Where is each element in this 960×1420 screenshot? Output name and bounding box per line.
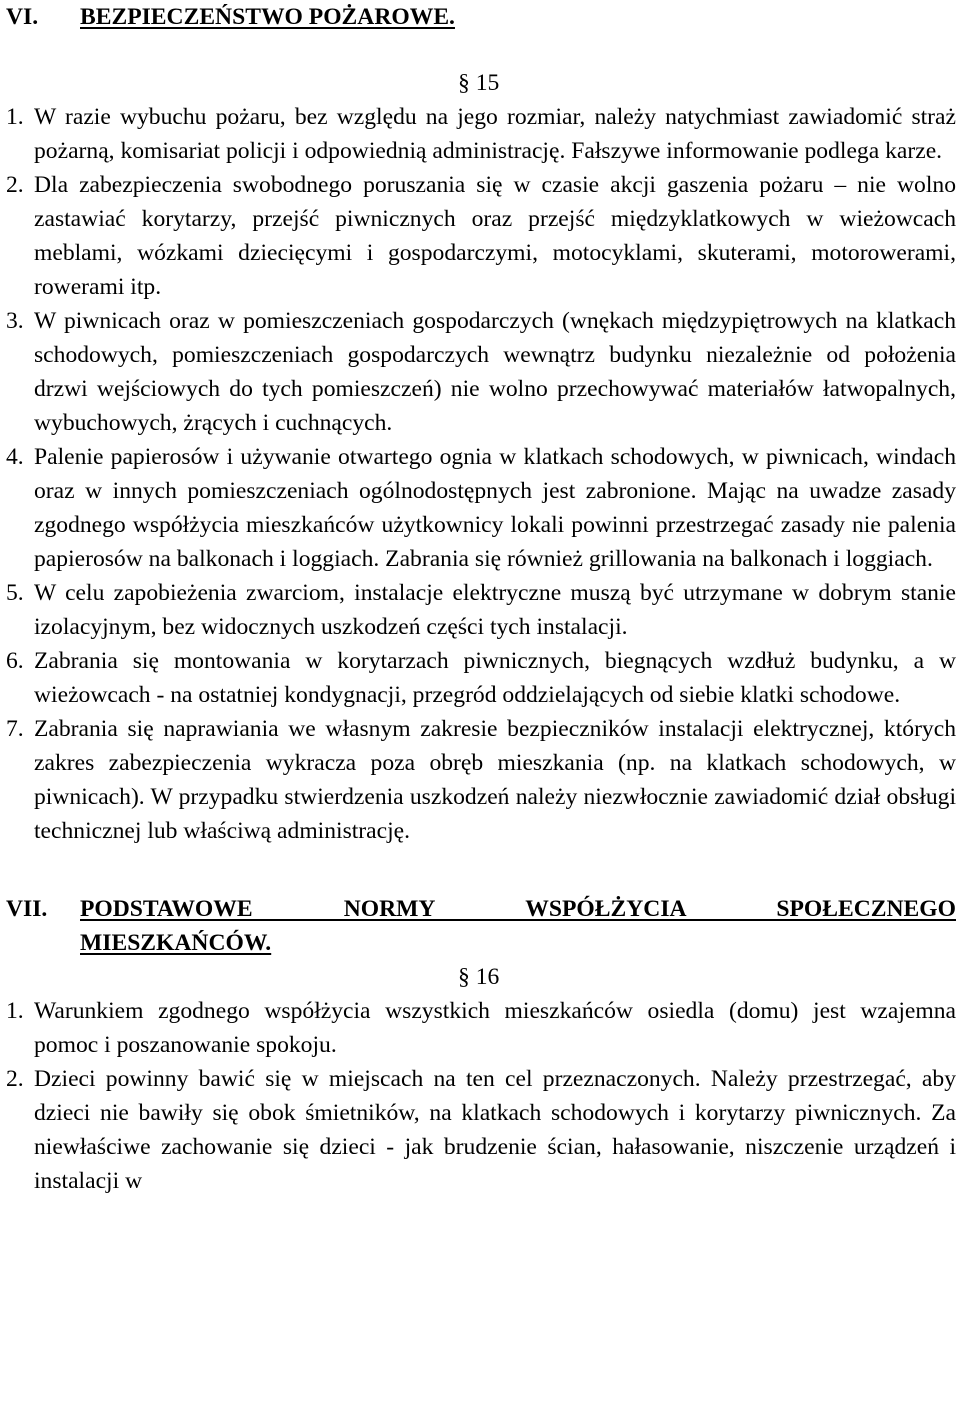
section-number: VII. [6, 896, 48, 922]
section-title: BEZPIECZEŃSTWO POŻAROWE. [80, 4, 455, 30]
paragraph-mark [0, 66, 960, 100]
list-item [0, 440, 960, 576]
list-item [0, 1062, 960, 1198]
list-item-number: 1. [6, 104, 24, 130]
list-item-number: 6. [6, 648, 24, 674]
list-item-number: 2. [6, 172, 24, 198]
section-spacer [0, 848, 960, 892]
list-item-number: 2. [6, 1066, 24, 1092]
list-item-text: Warunkiem zgodnego współżycia wszystkich mieszkańców osiedla (domu) jest wzajemna pomoc i poszanowanie spokoju. [34, 998, 956, 1058]
list-item-text: W piwnicach oraz w pomieszczeniach gospodarczych (wnękach międzypiętrowych na klatkach schodowych, pomieszczeniach gospodarczych wewnątrz budynku niezależnie od położenia drzwi wejściowych do tych pomieszczeń) nie wolno przechowywać materiałów łatwopalnych, wybuchowych, żrących i cuchnących. [34, 308, 956, 436]
list-item-number: 4. [6, 444, 24, 470]
list-item-text: Palenie papierosów i używanie otwartego ognia w klatkach schodowych, w piwnicach, windach oraz w innych pomieszczeniach ogólnodostępnych jest zabronione. Mając na uwadze zasady zgodnego współżycia mieszkańców użytkownicy lokali powinni przestrzegać zasady nie palenia papierosów na balkonach i loggiach. Zabrania się również grillowania na balkonach i loggiach. [34, 444, 956, 572]
section-title-line: MIESZKAŃCÓW. [80, 930, 272, 956]
list-item [0, 644, 960, 712]
section-number: VI. [6, 4, 39, 30]
section-title-line: PODSTAWOWE NORMY WSPÓŁŻYCIA SPOŁECZNEGO [80, 896, 956, 922]
list-item [0, 576, 960, 644]
list-item-text: W celu zapobieżenia zwarciom, instalacje elektryczne muszą być utrzymane w dobrym stanie izolacyjnym, bez widocznych uszkodzeń części tych instalacji. [34, 580, 956, 640]
section-title [80, 892, 956, 960]
list-item-text: Dla zabezpieczenia swobodnego poruszania się w czasie akcji gaszenia pożaru – nie wolno zastawiać korytarzy, przejść piwnicznych oraz przejść międzyklatkowych w wieżowcach meblami, wózkami dziecięcymi i gospodarczymi, motocyklami, skuterami, motorowerami, rowerami itp. [34, 172, 956, 300]
list-item-text: W razie wybuchu pożaru, bez względu na jego rozmiar, należy natychmiast zawiadomić straż pożarną, komisariat policji i odpowiednią administrację. Fałszywe informowanie podlega karze. [34, 104, 956, 164]
list-item [0, 168, 960, 304]
paragraph-mark [0, 960, 960, 994]
paragraph-mark-text: § 16 [458, 964, 500, 990]
list-item-number: 1. [6, 998, 24, 1024]
list-item-number: 3. [6, 308, 24, 334]
list-item [0, 712, 960, 848]
list-item [0, 304, 960, 440]
list-item-text: Zabrania się montowania w korytarzach piwnicznych, biegnących wzdłuż budynku, a w wieżowcach - na ostatniej kondygnacji, przegród oddzielających od siebie klatki schodowe. [34, 648, 956, 708]
list-item-number: 5. [6, 580, 24, 606]
list-item [0, 994, 960, 1062]
list-item-text: Zabrania się naprawiania we własnym zakresie bezpieczników instalacji elektrycznej, których zakres zabezpieczenia wykracza poza obręb mieszkania (np. na klatkach schodowych, w piwnicach). W przypadku stwierdzenia uszkodzeń należy niezwłocznie zawiadomić dział obsługi technicznej lub właściwą administrację. [34, 716, 956, 844]
list-item [0, 100, 960, 168]
section-heading-vii [0, 892, 960, 960]
list-item-number: 7. [6, 716, 24, 742]
paragraph-mark-text: § 15 [458, 70, 500, 96]
section-heading-vi [0, 0, 960, 34]
list-item-text: Dzieci powinny bawić się w miejscach na ten cel przeznaczonych. Należy przestrzegać, aby dzieci nie bawiły się obok śmietników, na klatkach schodowych i korytarzy piwnicznych. Za niewłaściwe zachowanie się dzieci - jak brudzenie ścian, hałasowanie, niszczenie urządzeń i instalacji w [34, 1066, 956, 1194]
